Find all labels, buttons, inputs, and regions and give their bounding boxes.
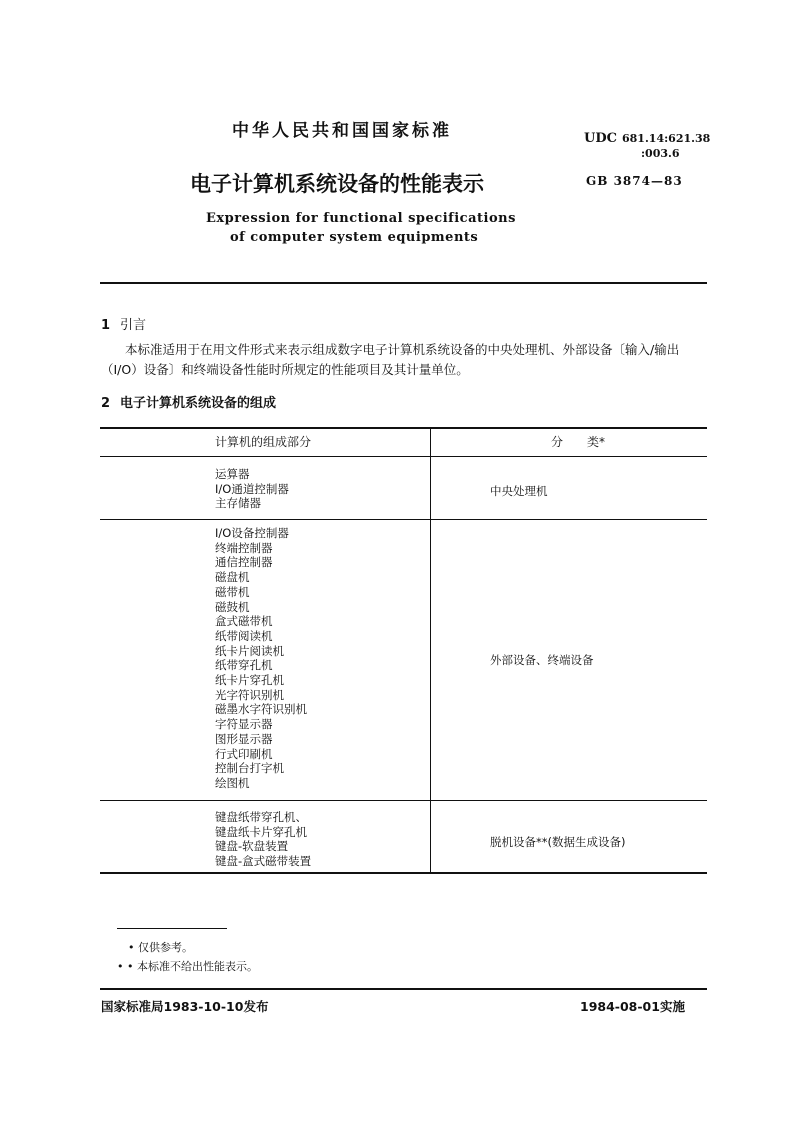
table-row-1-category: 中央处理机: [490, 484, 548, 498]
list-item: 盒式磁带机: [215, 614, 273, 629]
section-2-heading: [101, 392, 276, 411]
issue-date: 国家标准局1983-10-10发布: [101, 999, 269, 1014]
list-item: 纸卡片阅读机: [215, 643, 284, 658]
udc-code: 681.14:621.38: [622, 132, 711, 145]
list-item: 键盘-软盘装置: [215, 839, 289, 854]
footer-divider: [100, 988, 707, 990]
table-header-components: 计算机的组成部分: [215, 435, 312, 449]
table-row-divider: [100, 519, 707, 520]
list-item: 主存储器: [215, 496, 261, 511]
list-item: 键盘-盒式磁带装置: [215, 854, 312, 869]
table-row-divider: [100, 800, 707, 801]
list-item: I/O设备控制器: [215, 526, 289, 540]
list-item: I/O通道控制器: [215, 481, 289, 496]
table-row-3-category: 脱机设备**(数据生成设备): [490, 835, 626, 849]
list-item: 光字符识别机: [215, 687, 284, 702]
list-item: 磁墨水字符识别机: [215, 702, 307, 717]
table-row-2-components: [215, 526, 307, 791]
footnote-divider: [117, 928, 227, 929]
list-item: 绘图机: [215, 775, 250, 790]
gb-standard-code: GB 3874—83: [586, 174, 683, 188]
header-divider: [100, 282, 707, 284]
footnote-2: • • 本标准不给出性能表示。: [117, 960, 258, 973]
table-column-divider: [430, 428, 431, 874]
list-item: 磁鼓机: [215, 599, 250, 614]
table-header-divider: [100, 456, 707, 457]
list-item: 纸带阅读机: [215, 628, 273, 643]
list-item: 纸带穿孔机: [215, 658, 273, 673]
list-item: 磁盘机: [215, 570, 250, 585]
list-item: 控制台打字机: [215, 761, 284, 776]
list-item: 通信控制器: [215, 555, 273, 570]
section-1-heading: [101, 314, 146, 333]
document-title-en-line2: of computer system equipments: [230, 230, 479, 245]
table-row-2-category: 外部设备、终端设备: [490, 653, 594, 667]
list-item: 键盘纸带穿孔机、: [215, 810, 307, 824]
table-bottom-border: [100, 872, 707, 874]
list-item: 键盘纸卡片穿孔机: [215, 824, 307, 839]
list-item: 图形显示器: [215, 731, 273, 746]
section-2-title: 电子计算机系统设备的组成: [120, 396, 277, 411]
table-header-category: 分 类*: [551, 435, 606, 449]
table-top-border: [100, 427, 707, 429]
section-2-number: 2: [101, 396, 111, 411]
section-1-body: 本标准适用于在用文件形式来表示组成数字电子计算机系统设备的中央处理机、外部设备〔输入/输出（I/O）设备〕和终端设备性能时所规定的性能项目及其计量单位。: [101, 342, 680, 377]
list-item: 字符显示器: [215, 717, 273, 732]
list-item: 行式印刷机: [215, 746, 273, 761]
document-title-cn: 电子计算机系统设备的性能表示: [190, 172, 484, 196]
document-title-en-line1: Expression for functional specifications: [206, 211, 516, 226]
udc-code-continuation: :003.6: [641, 147, 680, 160]
table-row-1-components: [215, 467, 289, 511]
udc-label: UDC: [584, 131, 617, 146]
table-row-3-components: [215, 810, 311, 869]
section-1-number: 1: [101, 318, 111, 333]
list-item: 终端控制器: [215, 540, 273, 555]
list-item: 运算器: [215, 467, 250, 481]
list-item: 纸卡片穿孔机: [215, 673, 284, 688]
effective-date: 1984-08-01实施: [580, 999, 685, 1014]
footnote-1: • 仅供参考。: [128, 941, 193, 954]
section-1-title: 引言: [120, 318, 147, 333]
list-item: 磁带机: [215, 584, 250, 599]
national-standard-header: 中华人民共和国国家标准: [232, 121, 452, 141]
